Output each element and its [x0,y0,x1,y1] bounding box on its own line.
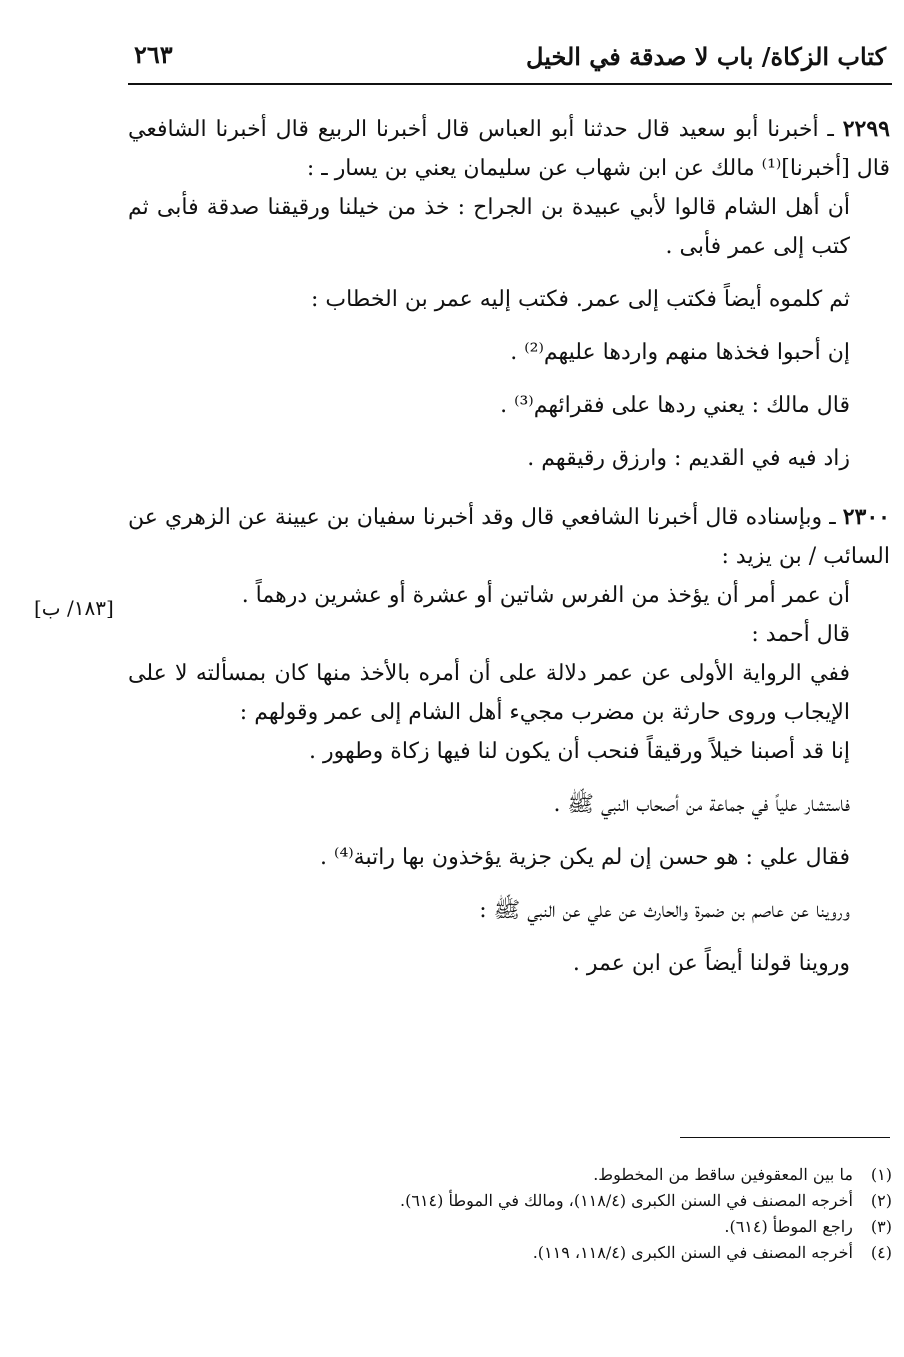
footnote-number: (٢) [870,1191,892,1210]
matn-line: زاد فيه في القديم : وارزق رقيقهم . [527,446,850,471]
footnote-text: أخرجه المصنف في السنن الكبرى (١١٨/٤)، ومالك في الموطأ (٦١٤). [400,1191,853,1210]
chapter-title: كتاب الزكاة/ باب لا صدقة في الخيل [526,42,886,71]
commentary-paragraph: ففي الرواية الأولى عن عمر دلالة على أن أمره بالأخذ منها كان بمسألته لا على الإيجاب وروى حارثة بن مضرب مجيء أهل الشام إلى عمر وقولهم : [128,661,850,725]
matn-line: إن أحبوا فخذها منهم واردها عليهم⁽²⁾ . [510,340,850,365]
footnote-text: ما بين المعقوفين ساقط من المخطوط. [593,1165,853,1184]
matn-line: وروينا قولنا أيضاً عن ابن عمر . [572,951,850,976]
footnote-number: (٣) [870,1217,892,1236]
footnote [300,1188,892,1214]
footnote-text: أخرجه المصنف في السنن الكبرى (١١٨/٤، ١١٩). [532,1243,853,1262]
matn-line: فاستشار علياً في جماعة من أصحاب النبي ﷺ . [553,792,850,817]
matn-line: إنا قد أصبنا خيلاً ورقيقاً فنحب أن يكون لنا فيها زكاة وطهور . [309,739,850,764]
footnote [300,1162,892,1188]
main-text [128,110,890,983]
footnote-divider [680,1137,890,1138]
hadith-2300-isnad [128,498,890,576]
isnad-text: ـ وبإسناده قال أخبرنا الشافعي قال وقد أخبرنا سفيان بن عيينة عن الزهري عن السائب / بن يزيد : [128,505,890,569]
matn-line: ثم كلموه أيضاً فكتب إلى عمر. فكتب إليه عمر بن الخطاب : [310,287,850,312]
hadith-2299-isnad [128,110,890,188]
isnad-text: ـ أخبرنا أبو سعيد قال حدثنا أبو العباس قال أخبرنا الربيع قال أخبرنا الشافعي قال [أخبرنا]⁽¹⁾ مالك عن ابن شهاب عن سليمان يعني بن يسار ـ : [128,117,890,181]
footnote-number: (٤) [870,1243,892,1262]
page-number: ٢٦٣ [134,40,173,69]
commentary-label: قال أحمد : [751,622,850,647]
matn-line: فقال علي : هو حسن إن لم يكن جزية يؤخذون بها راتبة⁽⁴⁾ . [320,845,850,870]
matn-line: أن عمر أمر أن يؤخذ من الفرس شاتين أو عشرة أو عشرين درهماً . [241,583,850,608]
footnote-text: راجع الموطأ (٦١٤). [724,1217,853,1236]
manuscript-folio-ref: [١٨٣/ ب] [34,596,114,620]
matn-line: أن أهل الشام قالوا لأبي عبيدة بن الجراح : خذ من خيلنا ورقيقنا صدقة فأبى ثم كتب إلى عمر فأبى . [128,195,850,259]
footnotes [300,1162,892,1266]
footnote [300,1214,892,1240]
running-header [128,38,890,80]
hadith-number: ٢٣٠٠ [842,504,890,530]
footnote-number: (١) [870,1165,892,1184]
matn-line: وروينا عن عاصم بن ضمرة والحارث عن علي عن النبي ﷺ : [479,898,850,923]
matn-line: قال مالك : يعني ردها على فقرائهم⁽³⁾ . [500,393,850,418]
hadith-number: ٢٢٩٩ [842,116,890,142]
header-divider [128,83,892,85]
footnote [300,1240,892,1266]
